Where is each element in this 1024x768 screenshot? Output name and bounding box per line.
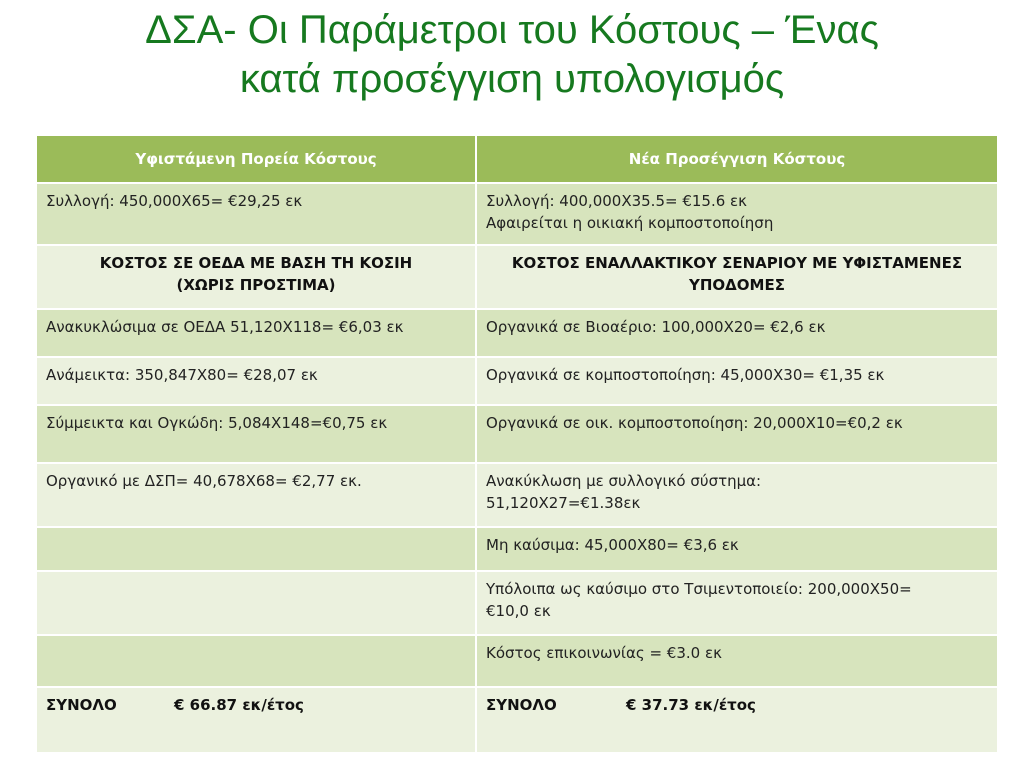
cell-line: Υπόλοιπα ως καύσιμο στο Τσιμεντοποιείο: 200,000Χ50= [486, 580, 912, 598]
table-row [36, 309, 998, 357]
cell-line: ΥΠΟΔΟΜΕΣ [689, 276, 785, 294]
cell-line: ΚΟΣΤΟΣ ΕΝΑΛΛΑΚΤΙΚΟΥ ΣΕΝΑΡΙΟΥ ΜΕ ΥΦΙΣΤΑΜΕΝΕΣ [511, 254, 963, 272]
total-value: € 66.87 εκ/έτος [174, 696, 304, 714]
table-row [36, 571, 998, 635]
subheader-existing [36, 245, 476, 309]
cell-new: Κόστος επικοινωνίας = €3.0 εκ [476, 635, 998, 687]
slide-title [40, 6, 984, 104]
cell-existing [36, 571, 476, 635]
cell-new [476, 463, 998, 527]
cell-existing: Ανακυκλώσιμα σε ΟΕΔΑ 51,120Χ118= €6,03 εκ [36, 309, 476, 357]
header-new-cost: Νέα Προσέγγιση Κόστους [476, 135, 998, 183]
table-row [36, 405, 998, 463]
total-existing [36, 687, 476, 753]
cell-line: 51,120Χ27=€1.38εκ [486, 494, 641, 512]
cell-new [476, 571, 998, 635]
total-value: € 37.73 εκ/έτος [626, 696, 756, 714]
cell-new: Οργανικά σε οικ. κομποστοποίηση: 20,000Χ10=€0,2 εκ [476, 405, 998, 463]
cell-line: (ΧΩΡΙΣ ΠΡΟΣΤΙΜΑ) [176, 276, 336, 294]
cell-line: €10,0 εκ [486, 602, 551, 620]
total-label: ΣΥΝΟΛΟ [46, 696, 117, 714]
table-row-collection [36, 183, 998, 245]
table-header-row [36, 135, 998, 183]
cell-line: Συλλογή: 400,000Χ35.5= €15.6 εκ [486, 192, 747, 210]
cell-line: Αφαιρείται η οικιακή κομποστοποίηση [486, 214, 774, 232]
cell-collection-existing: Συλλογή: 450,000Χ65= €29,25 εκ [36, 183, 476, 245]
cell-line: ΚΟΣΤΟΣ ΣΕ ΟΕΔΑ ΜΕ ΒΑΣΗ ΤΗ ΚΟΣΙΗ [99, 254, 413, 272]
cost-comparison-table [35, 134, 999, 754]
title-line-1: ΔΣΑ- Οι Παράμετροι του Κόστους – Ένας [145, 8, 879, 52]
cell-new: Οργανικά σε κομποστοποίηση: 45,000Χ30= €1,35 εκ [476, 357, 998, 405]
header-existing-cost: Υφιστάμενη Πορεία Κόστους [36, 135, 476, 183]
table-row [36, 357, 998, 405]
subheader-new [476, 245, 998, 309]
total-label: ΣΥΝΟΛΟ [486, 696, 557, 714]
total-new [476, 687, 998, 753]
cell-line: Ανακύκλωση με συλλογικό σύστημα: [486, 472, 762, 490]
table-row [36, 527, 998, 571]
table-row [36, 635, 998, 687]
cell-existing: Ανάμεικτα: 350,847Χ80= €28,07 εκ [36, 357, 476, 405]
cell-existing [36, 527, 476, 571]
table-total-row [36, 687, 998, 753]
table-row [36, 463, 998, 527]
cell-existing [36, 635, 476, 687]
cell-new: Οργανικά σε Βιοαέριο: 100,000Χ20= €2,6 εκ [476, 309, 998, 357]
cell-existing: Οργανικό με ΔΣΠ= 40,678Χ68= €2,77 εκ. [36, 463, 476, 527]
cell-new: Μη καύσιμα: 45,000Χ80= €3,6 εκ [476, 527, 998, 571]
cell-existing: Σύμμεικτα και Ογκώδη: 5,084Χ148=€0,75 εκ [36, 405, 476, 463]
table-subheader-row [36, 245, 998, 309]
title-line-2: κατά προσέγγιση υπολογισμός [239, 57, 785, 101]
cell-collection-new [476, 183, 998, 245]
